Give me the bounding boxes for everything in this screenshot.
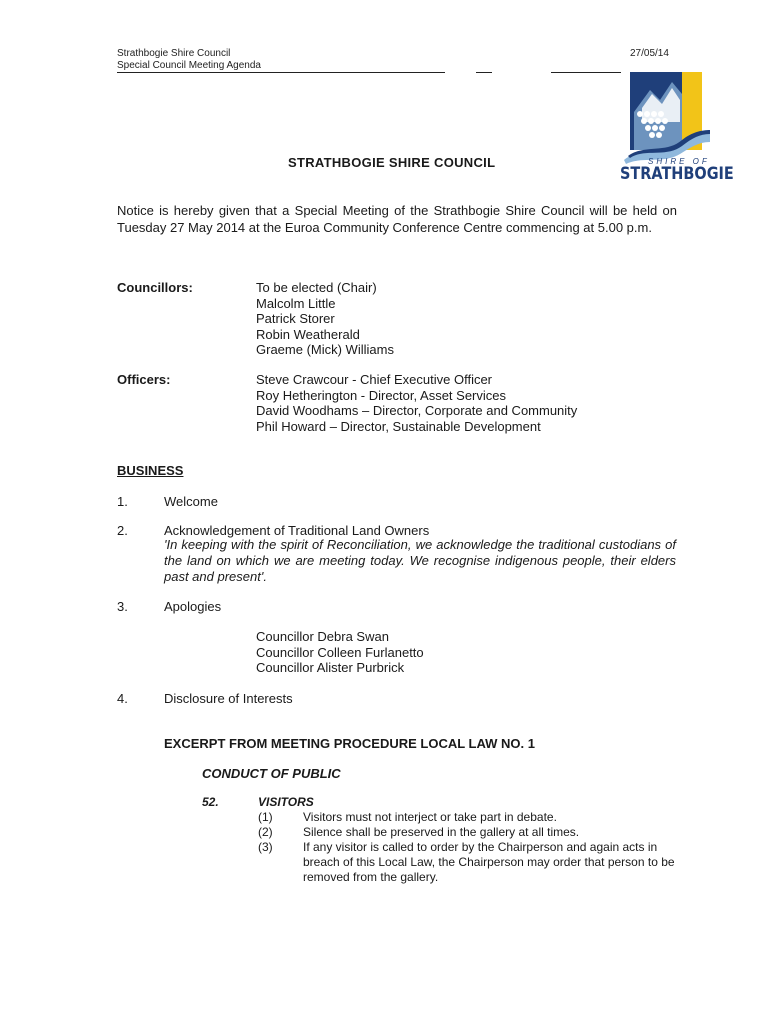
officer-name: Phil Howard – Director, Sustainable Development	[256, 418, 541, 434]
header-date: 27/05/14	[630, 48, 669, 59]
subclause-number: (3)	[258, 840, 273, 854]
item-number: 4.	[117, 691, 128, 706]
excerpt-subheading: CONDUCT OF PUBLIC	[202, 766, 341, 781]
business-heading: BUSINESS	[117, 463, 184, 478]
header-org: Strathbogie Shire Council	[117, 48, 231, 59]
councillors-label: Councillors:	[117, 280, 193, 295]
item-label: Disclosure of Interests	[164, 691, 293, 706]
clause-title: VISITORS	[258, 795, 314, 809]
subclause-text: Visitors must not interject or take part in debate.	[303, 810, 557, 824]
officer-name: David Woodhams – Director, Corporate and Community	[256, 403, 578, 418]
header-doc: Special Council Meeting Agenda	[117, 60, 261, 71]
councillor-name: Robin Weatherald	[256, 326, 360, 342]
subclause-number: (1)	[258, 810, 273, 824]
document-title: STRATHBOGIE SHIRE COUNCIL	[288, 155, 496, 170]
councillor-name: Patrick Storer	[256, 311, 335, 326]
item-number: 2.	[117, 523, 128, 538]
councillors-list	[256, 280, 394, 358]
item-number: 3.	[117, 599, 128, 614]
clause-number: 52.	[202, 795, 219, 809]
excerpt-heading: EXCERPT FROM MEETING PROCEDURE LOCAL LAW NO. 1	[164, 736, 536, 751]
subclause-text: Silence shall be preserved in the gallery at all times.	[303, 825, 580, 839]
item-label: Welcome	[164, 494, 218, 509]
item-label: Acknowledgement of Traditional Land Owners	[164, 523, 430, 538]
apology-name: Councillor Colleen Furlanetto	[256, 644, 424, 660]
councillor-name: Malcolm Little	[256, 295, 336, 311]
running-header	[117, 48, 261, 72]
apologies-list	[256, 629, 424, 676]
header-rule-dash	[476, 72, 492, 73]
item-label: Apologies	[164, 599, 222, 614]
subclause-number: (2)	[258, 825, 273, 839]
officers-label: Officers:	[117, 372, 171, 387]
logo-big-text: STRATHBOGIE	[620, 164, 734, 184]
subclause-text: If any visitor is called to order by the Chairperson and again acts in breach of this Local Law, the Chairperson may order that person to be removed from the gallery.	[303, 840, 675, 884]
apology-name: Councillor Alister Purbrick	[256, 660, 405, 675]
meeting-notice: Notice is hereby given that a Special Meeting of the Strathbogie Shire Council will be held on Tuesday 27 May 2014 at the Euroa Community Conference Centre commencing at 5.00 p.m.	[117, 203, 677, 235]
officers-list	[256, 372, 577, 434]
councillor-name: Graeme (Mick) Williams	[256, 342, 394, 357]
header-rule	[117, 72, 445, 73]
apology-name: Councillor Debra Swan	[256, 629, 389, 644]
officer-name: Roy Hetherington - Director, Asset Services	[256, 387, 506, 403]
officer-name: Steve Crawcour - Chief Executive Officer	[256, 372, 493, 387]
acknowledgement-text: 'In keeping with the spirit of Reconciliation, we acknowledge the traditional custodians of the land on which we are meeting today. We recognise indigenous people, their elders past and present'.	[164, 537, 676, 584]
header-rule-right	[551, 72, 621, 73]
item-number: 1.	[117, 494, 128, 509]
councillor-name: To be elected (Chair)	[256, 280, 377, 295]
logo-small-text: SHIRE OF	[648, 157, 710, 166]
